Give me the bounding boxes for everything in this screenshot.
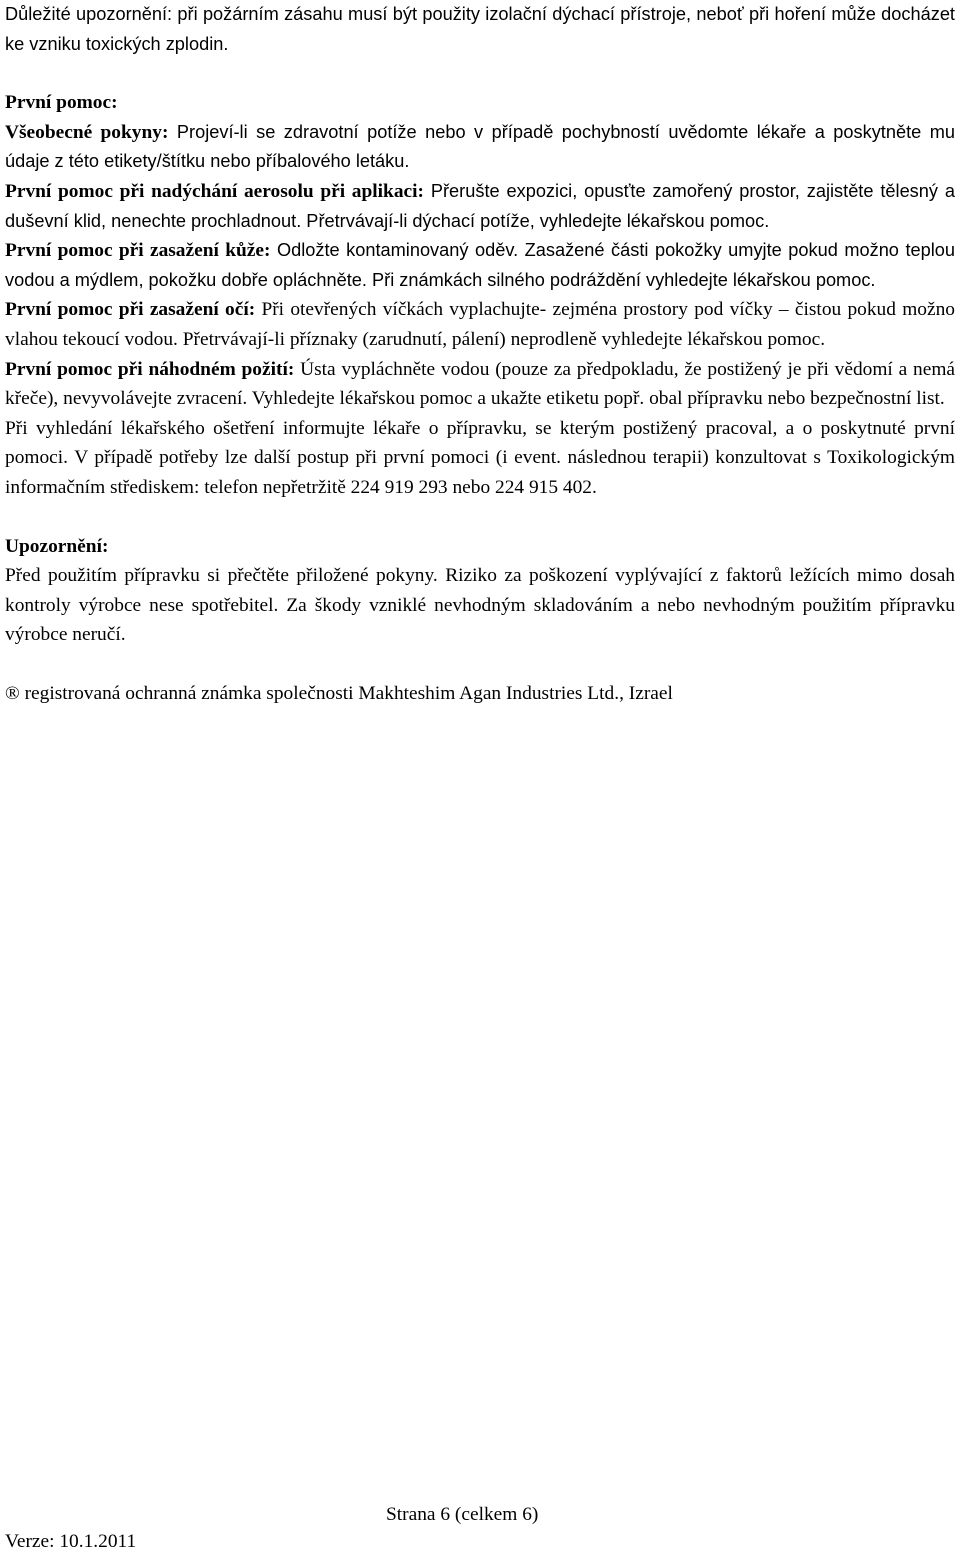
first-aid-heading-line	[5, 88, 955, 118]
inhalation-label: První pomoc při nadýchání aerosolu při aplikaci:	[5, 180, 424, 202]
spacer	[5, 503, 955, 532]
first-aid-general-paragraph	[5, 118, 955, 177]
page-number: Strana 6 (celkem 6)	[386, 1504, 539, 1525]
general-text: Projeví-li se zdravotní potíže nebo v případě pochybností uvědomte lékaře a poskytněte mu údaje z této etikety/štítku nebo příbalového letáku.	[5, 121, 955, 172]
fire-warning-paragraph	[5, 0, 955, 59]
first-aid-skin-paragraph	[5, 236, 955, 295]
first-aid-doctor-paragraph	[5, 414, 955, 503]
trademark-paragraph	[5, 679, 955, 709]
skin-label: První pomoc při zasažení kůže:	[5, 240, 271, 262]
document-page	[5, 0, 955, 708]
first-aid-heading: První pomoc:	[5, 92, 118, 114]
version-label: Verze: 10.1.2011	[5, 1531, 137, 1552]
general-label: Všeobecné pokyny:	[5, 121, 169, 143]
ingestion-text: Ústa vypláchněte vodou (pouze za předpokladu, že postižený je při vědomí a nemá křeče), nevyvolávejte zvracení. Vyhledejte lékařskou pomoc a ukažte etiketu popř. obal přípravku nebo bezpečnostní list.	[5, 358, 956, 410]
inhalation-text: Přerušte expozici, opusťte zamořený prostor, zajistěte tělesný a duševní klid, nenechte prochladnout. Přetrvávají-li dýchací potíže, vyhledejte lékařskou pomoc.	[5, 180, 955, 231]
spacer	[5, 650, 955, 679]
first-aid-inhalation-paragraph	[5, 177, 955, 236]
notice-heading: Upozornění:	[5, 535, 109, 557]
skin-text: Odložte kontaminovaný oděv. Zasažené části pokožky umyjte pokud možno teplou vodou a mýdlem, pokožku dobře opláchněte. Při známkách silného podráždění vyhledejte lékařskou pomoc.	[5, 240, 955, 290]
eyes-text: Při otevřených víčkách vyplachujte- zejména prostory pod víčky – čistou pokud možno vlahou tekoucí vodou. Přetrvávají-li příznaky (zarudnutí, pálení) neprodleně vyhledejte lékařskou pomoc.	[5, 299, 955, 350]
notice-paragraph	[5, 561, 955, 650]
first-aid-eyes-paragraph	[5, 295, 955, 354]
ingestion-label: První pomoc při náhodném požití:	[5, 358, 295, 380]
notice-heading-line	[5, 532, 955, 562]
doctor-text: Při vyhledání lékařského ošetření informujte lékaře o přípravku, se kterým postižený pracoval, a o poskytnuté první pomoci. V případě potřeby lze další postup při první pomoci (i event. následnou terapii) konzultovat s Toxikologickým informačním střediskem: telefon nepřetržitě 224 919 293 nebo 224 915 402.	[5, 417, 955, 498]
trademark-text: ® registrovaná ochranná známka společnosti Makhteshim Agan Industries Ltd., Izrael	[5, 682, 673, 704]
first-aid-ingestion-paragraph	[5, 355, 955, 414]
eyes-label: První pomoc při zasažení očí:	[5, 299, 256, 321]
notice-text: Před použitím přípravku si přečtěte přiložené pokyny. Riziko za poškození vyplývající z faktorů ležících mimo dosah kontroly výrobce nese spotřebitel. Za škody vzniklé nevhodným skladováním a nebo nevhodným použitím přípravku výrobce neručí.	[5, 565, 955, 646]
spacer	[5, 59, 955, 88]
fire-warning-text: Důležité upozornění: při požárním zásahu musí být použity izolační dýchací přístroje, neboť při hoření může docházet ke vzniku toxických zplodin.	[5, 4, 955, 54]
